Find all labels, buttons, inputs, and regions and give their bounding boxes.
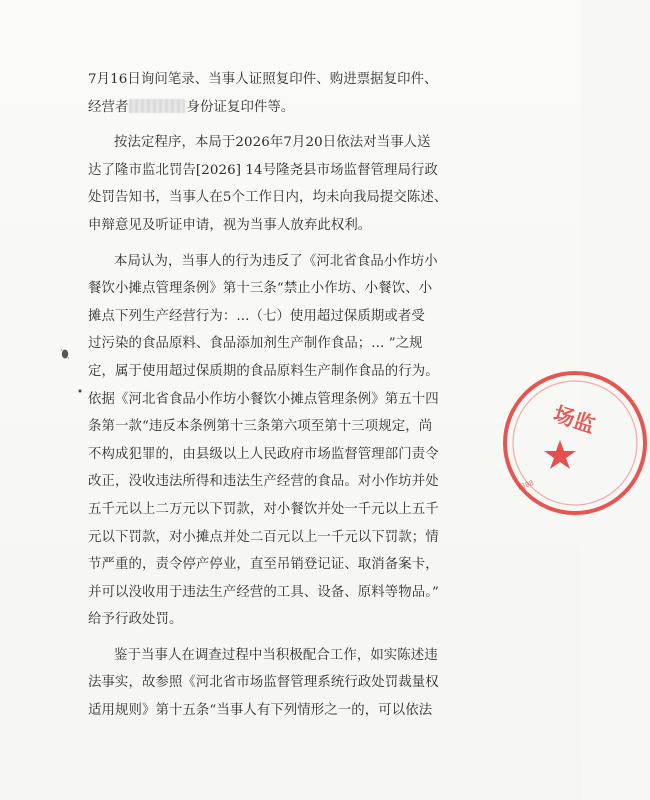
text-line: 改正，没收违法所得和违法生产经营的食品。对小作坊并处: [88, 474, 439, 490]
text-line: 过污染的食品原料、食品添加剂生产制作食品；... ”之规: [88, 336, 423, 352]
text-line: 节严重的，责令停产停业，直至吊销登记证、取消备案卡，: [88, 557, 439, 573]
ink-speck: [60, 348, 70, 360]
text-line: 适用规则》第十五条“当事人有下列情形之一的，可以依法: [88, 703, 433, 719]
text-line: 定，属于使用超过保质期的食品原料生产制作食品的行为。: [88, 363, 439, 379]
text-line: 五千元以上二万元以下罚款，对小餐饮并处一千元以上五千: [88, 501, 439, 517]
svg-text:1308: 1308: [516, 479, 535, 492]
text-line: 法事实，故参照《河北省市场监督管理系统行政处罚裁量权: [88, 675, 439, 691]
redacted-name: [129, 99, 185, 113]
text-line: 本局认为，当事人的行为违反了《河北省食品小作坊小: [114, 253, 438, 269]
text-line: 处罚告知书，当事人在5个工作日内，均未向我局提交陈述、: [88, 190, 448, 206]
text-line: 并可以没收用于违法生产经营的工具、设备、原料等物品。”: [88, 584, 439, 600]
text-line: 元以下罚款，对小摊点并处二百元以上一千元以下罚款；情: [88, 529, 439, 545]
text-line: 给予行政处罚。: [88, 612, 183, 628]
text-line: 餐饮小摊点管理条例》第十三条“禁止小作坊、小餐饮、小: [88, 281, 433, 297]
ink-speck: [78, 389, 82, 393]
svg-text:场监: 场监: [550, 400, 599, 438]
text-line: 7月16日询问笔录、当事人证照复印件、购进票据复印件、: [88, 72, 438, 87]
document-body: [88, 66, 524, 725]
text-line: 条第一款“违反本条例第十三条第六项至第十三项规定，尚: [88, 419, 433, 435]
text-line: 鉴于当事人在调查过程中当积极配合工作，如实陈述违: [114, 647, 438, 663]
text-fragment: 身份证复印件等。: [186, 99, 295, 115]
text-line: 不构成犯罪的，由县级以上人民政府市场监督管理部门责令: [88, 446, 439, 462]
text-fragment: 经营者: [88, 99, 129, 115]
text-line: 按法定程序，本局于2026年7月20日依法对当事人送: [114, 135, 431, 151]
text-line: 达了隆市监北罚告[2026] 14号隆尧县市场监督管理局行政: [88, 162, 439, 178]
text-line: [88, 94, 524, 122]
text-line: 申辩意见及听证申请，视为当事人放弃此权利。: [88, 217, 372, 233]
text-line: 依据《河北省食品小作坊小餐饮小摊点管理条例》第五十四: [88, 391, 439, 407]
official-seal: [500, 368, 650, 518]
text-line: 摊点下列生产经营行为：...（七）使用超过保质期或者受: [88, 308, 425, 324]
